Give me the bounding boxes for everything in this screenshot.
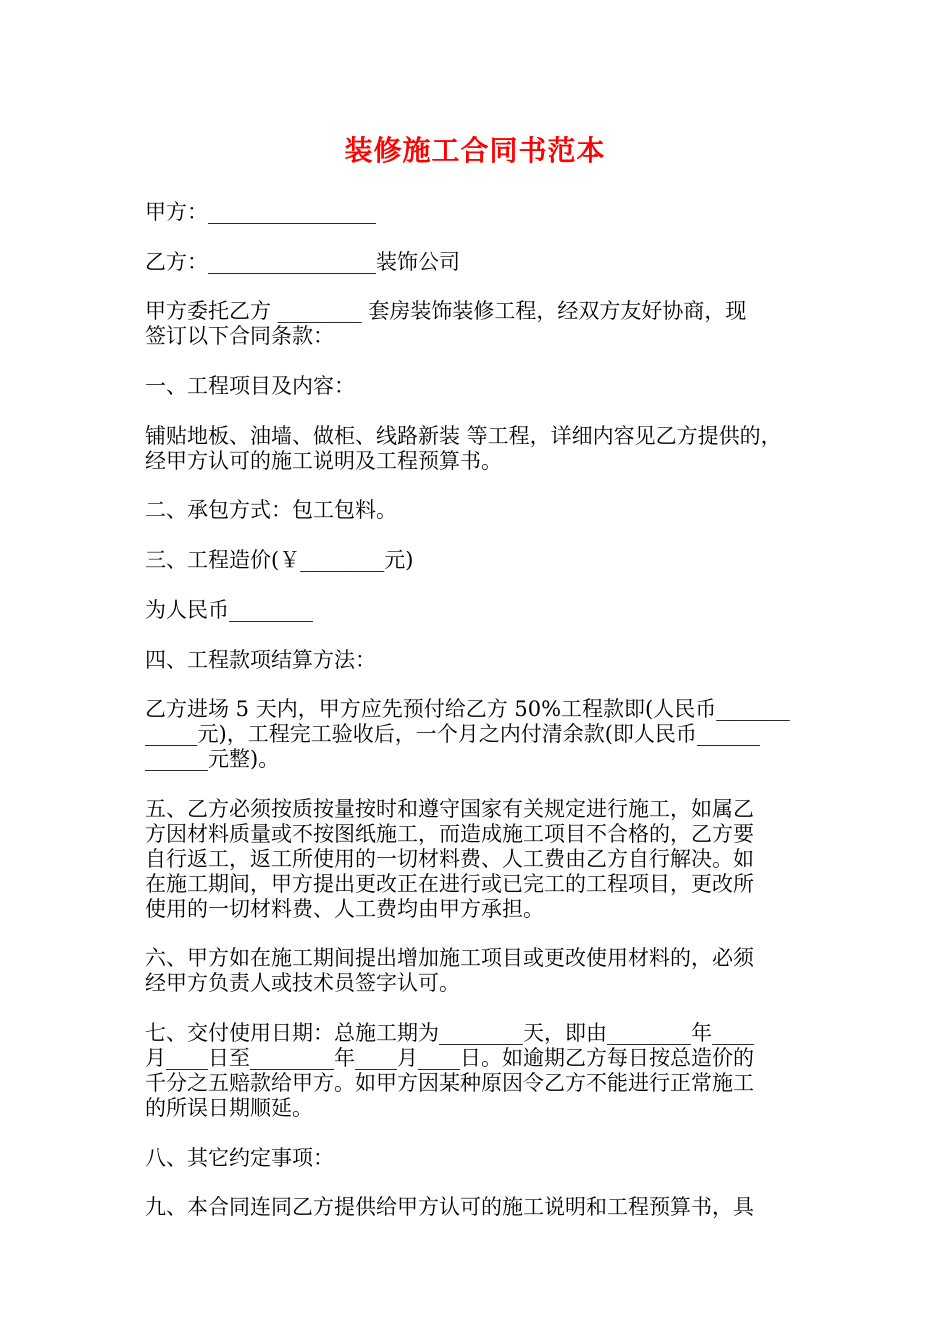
section-4-body: 乙方进场 5 天内，甲方应先预付给乙方 50%工程款即(人民币_______ _____元)，工程完工验收后，一个月之内付清余款(即人民币______ ______元整)。: [145, 697, 790, 771]
section-3: 三、工程造价(￥________元): [145, 548, 414, 572]
section-8: 八、其它约定事项：: [145, 1146, 334, 1170]
section-7: 七、交付使用日期：总施工期为________天，即由________年____ 月____日至________年____月____日。如逾期乙方每日按总造价的 千分之五赔款给甲方。如甲方因某种原因令乙方不能进行正常施工 的所误日期顺延。: [145, 1021, 754, 1120]
section-3-rmb: 为人民币________: [145, 598, 313, 622]
section-1-heading: 一、工程项目及内容：: [145, 374, 355, 398]
party-b-line: 乙方：________________装饰公司: [145, 250, 460, 274]
section-4-heading: 四、工程款项结算方法：: [145, 648, 376, 672]
intro-paragraph: 甲方委托乙方 ________ 套房装饰装修工程，经双方友好协商，现 签订以下合同条款：: [145, 299, 747, 348]
section-2: 二、承包方式：包工包料。: [145, 498, 397, 522]
document-title: 装修施工合同书范本: [344, 134, 606, 167]
section-5: 五、乙方必须按质按量按时和遵守国家有关规定进行施工，如属乙 方因材料质量或不按图纸施工，而造成施工项目不合格的，乙方要 自行返工，返工所使用的一切材料费、人工费由乙方自行解决。如 在施工期间，甲方提出更改正在进行或已完工的工程项目，更改所 使用的一切材料费、人工费均由甲方承担。: [145, 797, 754, 921]
section-1-body: 铺贴地板、油墙、做柜、线路新装 等工程，详细内容见乙方提供的， 经甲方认可的施工说明及工程预算书。: [145, 424, 782, 473]
party-a-line: 甲方：________________: [145, 200, 376, 224]
section-9: 九、本合同连同乙方提供给甲方认可的施工说明和工程预算书，具: [145, 1195, 754, 1219]
section-6: 六、甲方如在施工期间提出增加施工项目或更改使用材料的，必须 经甲方负责人或技术员签字认可。: [145, 946, 754, 995]
